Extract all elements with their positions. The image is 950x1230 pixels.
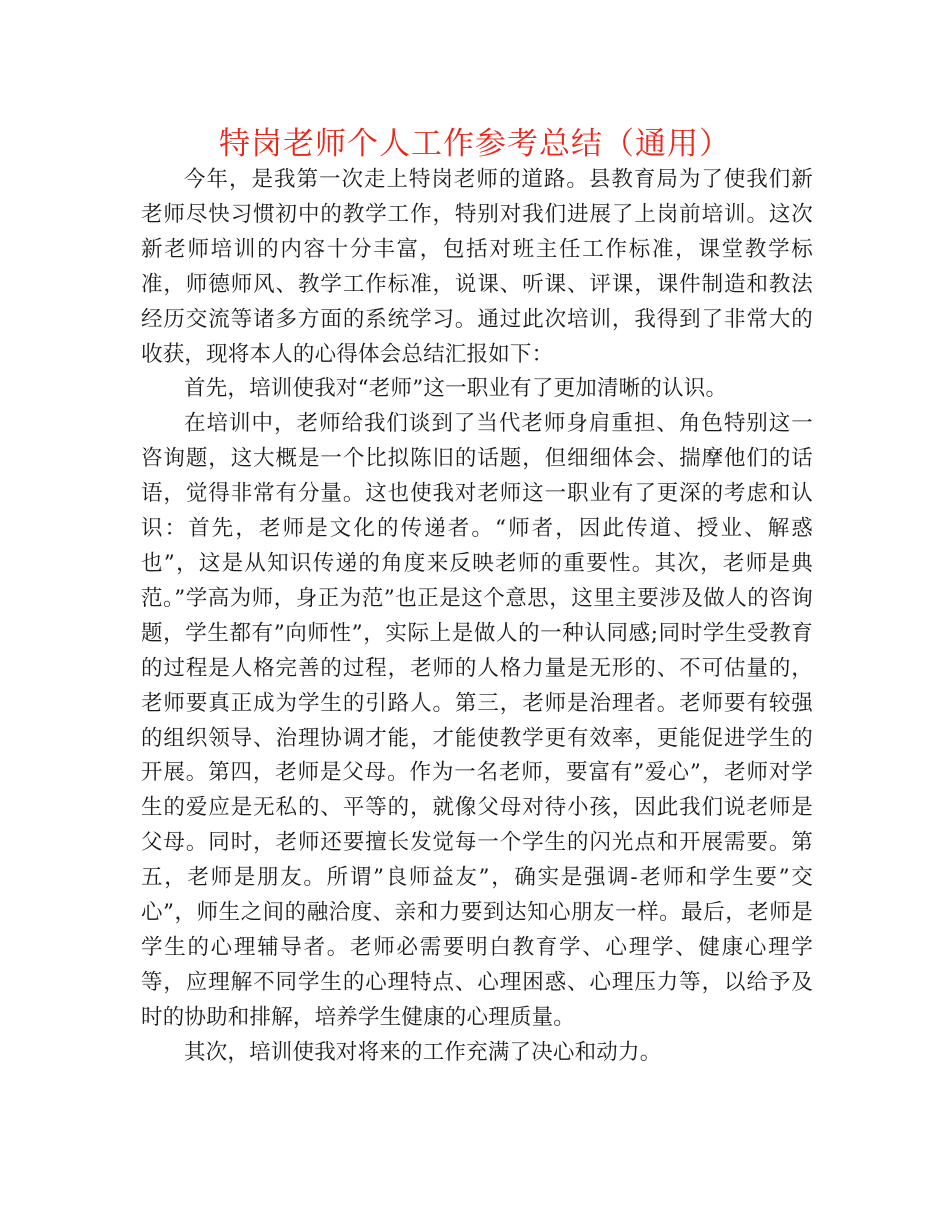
document-title: 特岗老师个人工作参考总结（通用） [219,126,731,162]
paragraph-second-point: 其次，培训使我对将来的工作充满了决心和动力。 [184,1039,662,1065]
paragraph-first-point: 首先，培训使我对“老师”这一职业有了更加清晰的认识。 [184,376,728,402]
paragraph-teacher-roles: 在培训中，老师给我们谈到了当代老师身肩重担、角色特别这一咨询题，这大概是一个比拟陈旧的话题，但细细体会、揣摩他们的话语，觉得非常有分量。这也使我对老师这一职业有了更深的考虑和认识：首先，老师是文化的传递者。“师者，因此传道、授业、解惑也”，这是从知识传递的角度来反映老师的重要性。其次，老师是典范。”学高为师，身正为范”也正是这个意思，这里主要涉及做人的咨询题，学生都有”向师性”，实际上是做人的一种认同感;同时学生受教育的过程是人格完善的过程，老师的人格力量是无形的、不可估量的，老师要真正成为学生的引路人。第三，老师是治理者。老师要有较强的组织领导、治理协调才能，才能使教学更有效率，更能促进学生的开展。第四，老师是父母。作为一名老师，要富有”爱心”，老师对学生的爱应是无私的、平等的，就像父母对待小孩，因此我们说老师是父母。同时，老师还要擅长发觉每一个学生的闪光点和开展需要。第五，老师是朋友。所谓”良师益友”，确实是强调-老师和学生要”交心”，师生之间的融洽度、亲和力要到达知心朋友一样。最后，老师是学生的心理辅导者。老师必需要明白教育学、心理学、健康心理学等，应理解不同学生的心理特点、心理困惑、心理压力等，以给予及时的协助和排解，培养学生健康的心理质量。 [141,411,813,1030]
document-body [141,163,813,1071]
paragraph-intro: 今年，是我第一次走上特岗老师的道路。县教育局为了使我们新老师尽快习惯初中的教学工作，特别对我们进展了上岗前培训。这次新老师培训的内容十分丰富，包括对班主任工作标准，课堂教学标准，师德师风、教学工作标准，说课、听课、评课，课件制造和教法经历交流等诸多方面的系统学习。通过此次培训，我得到了非常大的收获，现将本人的心得体会总结汇报如下： [141,167,813,367]
